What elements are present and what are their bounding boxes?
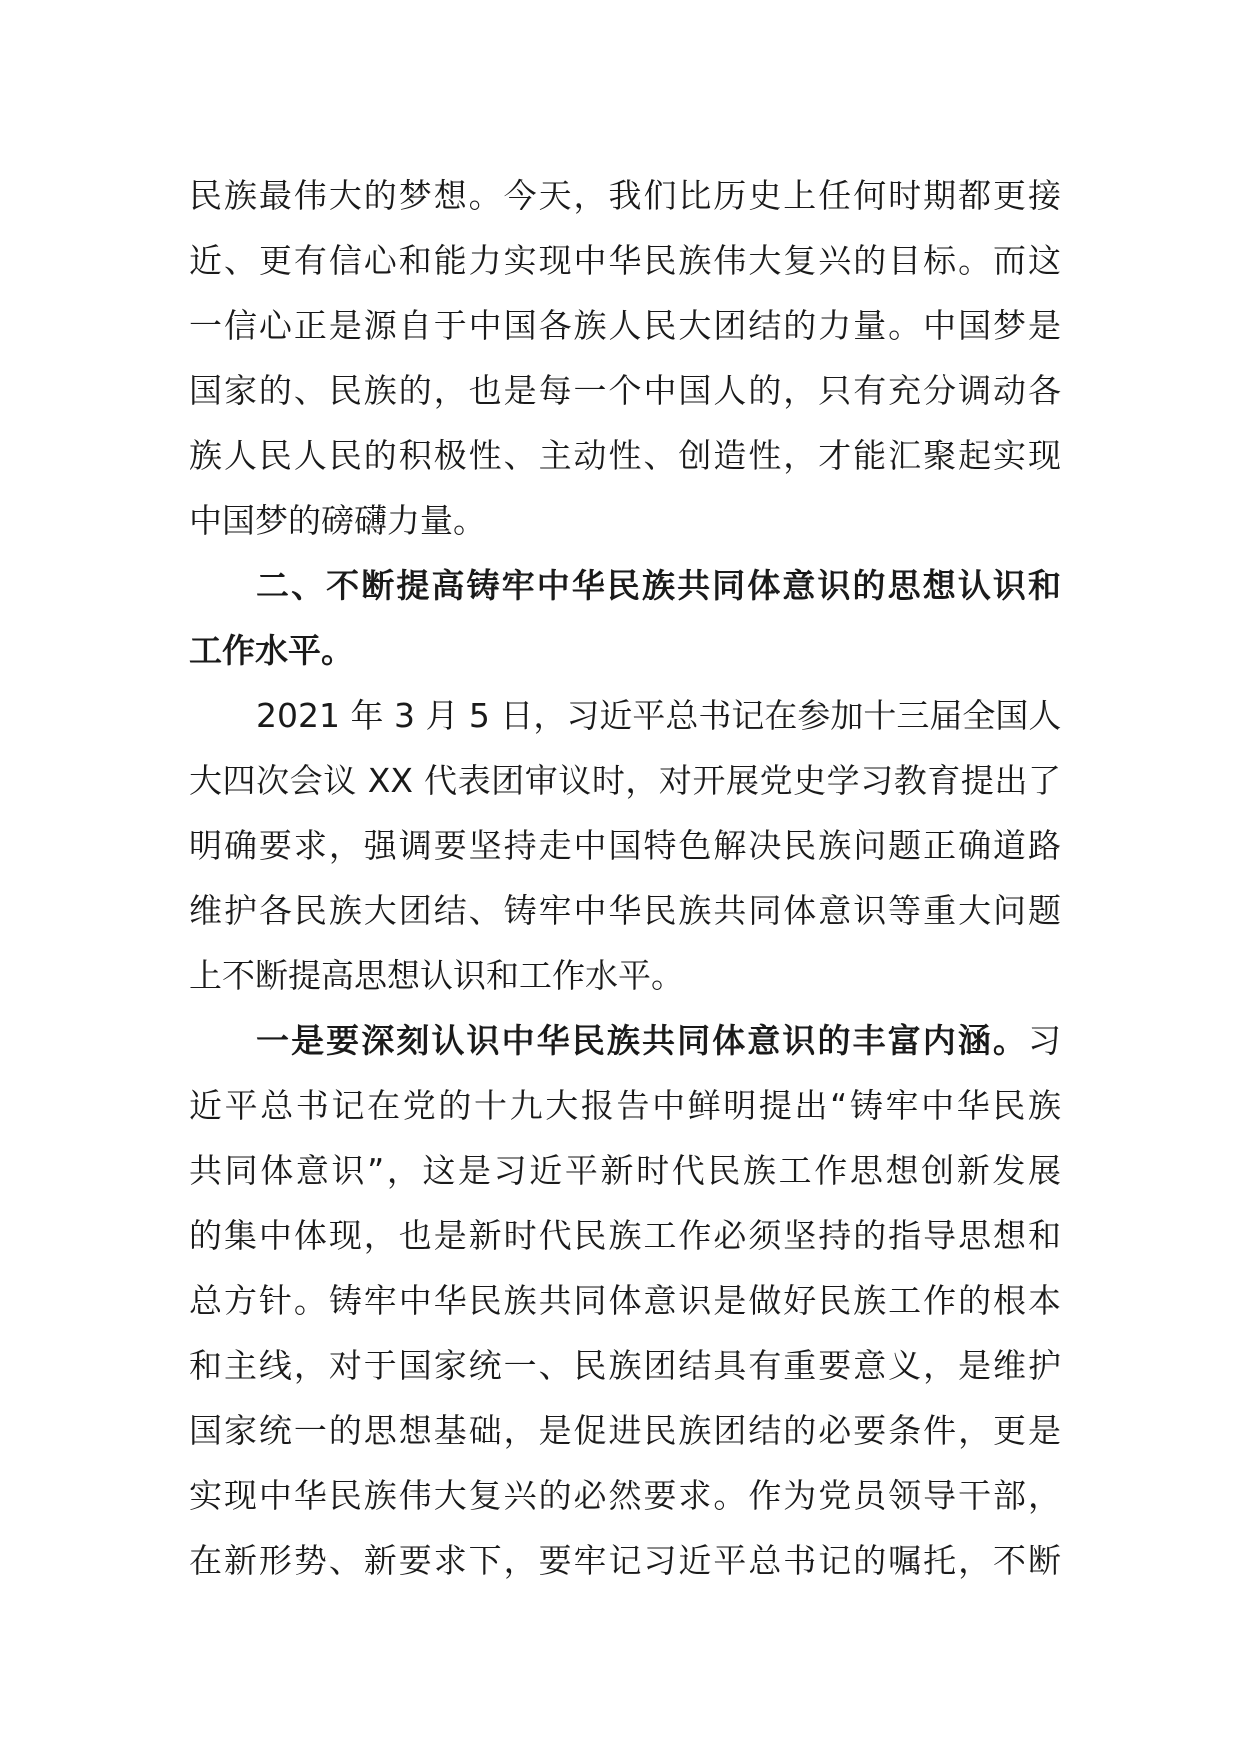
text-line: 国家的、民族的，也是每一个中国人的，只有充分调动各 — [189, 371, 1061, 410]
text-line: 的集中体现，也是新时代民族工作必须坚持的指导思想和 — [189, 1216, 1061, 1255]
lead-bold-text: 一是要深刻认识中华民族共同体意识的丰富内涵。 — [256, 1021, 1028, 1060]
paragraph-3 — [189, 1008, 1061, 1593]
text-line: 总方针。铸牢中华民族共同体意识是做好民族工作的根本 — [189, 1281, 1061, 1320]
text-line: 大四次会议 XX 代表团审议时，对开展党史学习教育提出了 — [189, 761, 1061, 800]
text-line: 国家统一的思想基础，是促进民族团结的必要条件，更是 — [189, 1411, 1061, 1450]
body-text — [189, 163, 1061, 1593]
text-line: 在新形势、新要求下，要牢记习近平总书记的嘱托，不断 — [189, 1541, 1061, 1580]
text-line: 一信心正是源自于中国各族人民大团结的力量。中国梦是 — [189, 306, 1061, 345]
heading-line: 二、不断提高铸牢中华民族共同体意识的思想认识和 — [256, 566, 1061, 605]
text-line: 明确要求，强调要坚持走中国特色解决民族问题正确道路 — [189, 826, 1061, 865]
text-line: 近、更有信心和能力实现中华民族伟大复兴的目标。而这 — [189, 241, 1061, 280]
text-line: 和主线，对于国家统一、民族团结具有重要意义，是维护 — [189, 1346, 1061, 1385]
lead-line — [189, 1008, 1061, 1073]
text-line: 民族最伟大的梦想。今天，我们比历史上任何时期都更接 — [189, 176, 1061, 215]
paragraph-2 — [189, 683, 1061, 1008]
text-line: 中国梦的磅礴力量。 — [189, 501, 486, 540]
heading-line: 工作水平。 — [189, 631, 354, 670]
text-line: 族人民人民的积极性、主动性、创造性，才能汇聚起实现 — [189, 436, 1061, 475]
lead-rest-text: 习 — [1028, 1021, 1061, 1060]
text-line: 实现中华民族伟大复兴的必然要求。作为党员领导干部， — [189, 1476, 1061, 1515]
text-line: 维护各民族大团结、铸牢中华民族共同体意识等重大问题 — [189, 891, 1061, 930]
section-heading — [189, 553, 1061, 683]
text-line: 近平总书记在党的十九大报告中鲜明提出“铸牢中华民族 — [189, 1086, 1061, 1125]
paragraph-1 — [189, 163, 1061, 553]
text-line: 上不断提高思想认识和工作水平。 — [189, 956, 684, 995]
text-line: 共同体意识”，这是习近平新时代民族工作思想创新发展 — [189, 1151, 1061, 1190]
text-line: 2021 年 3 月 5 日，习近平总书记在参加十三届全国人 — [256, 696, 1061, 735]
